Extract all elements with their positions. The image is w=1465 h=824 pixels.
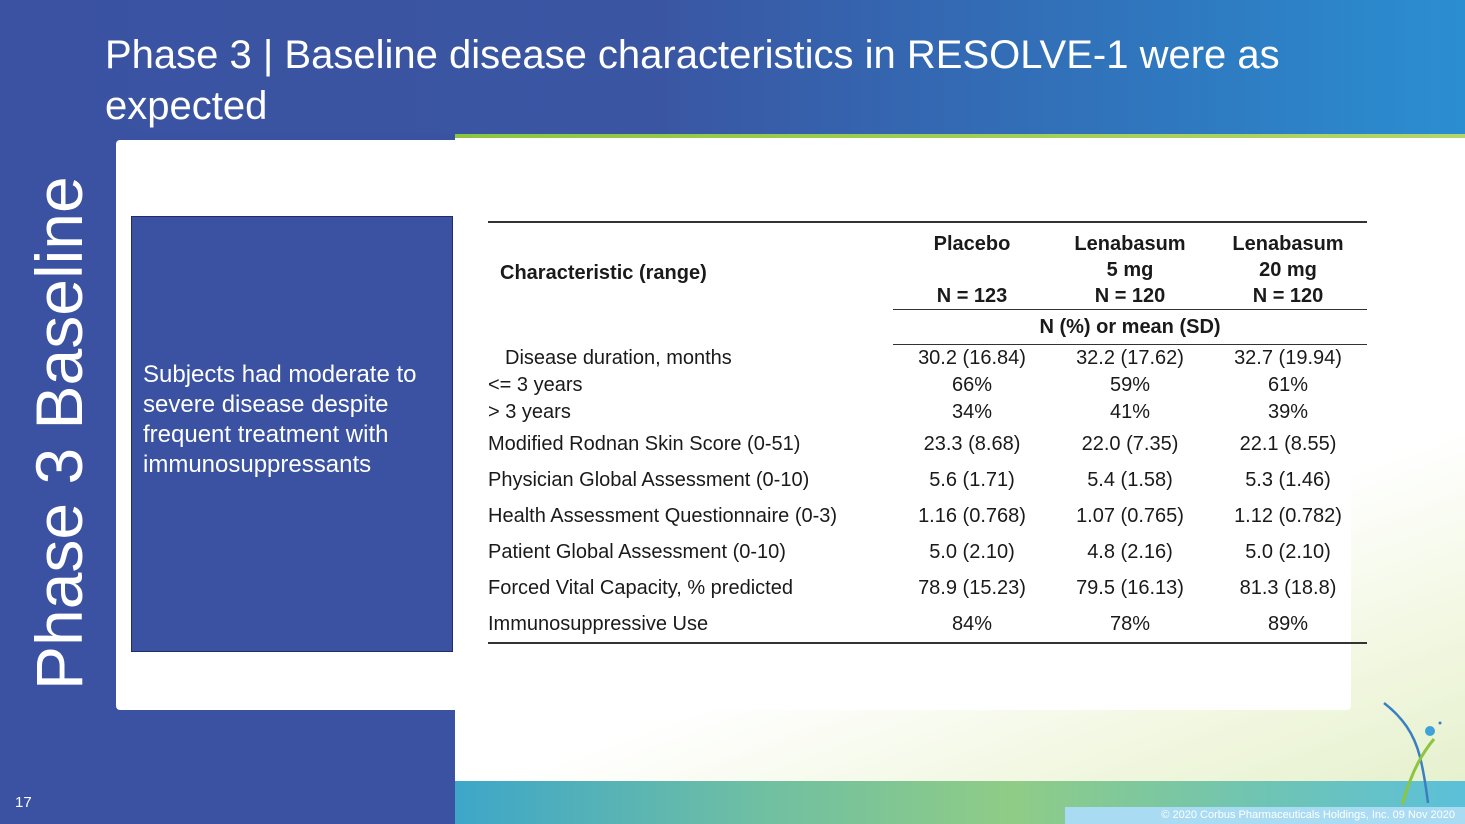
row-value: 22.1 (8.55) [1239, 433, 1337, 455]
row-label: Disease duration, months [505, 346, 732, 369]
row-value: 89% [1209, 606, 1367, 643]
row-value: 78.9 (15.23) [918, 577, 1026, 599]
group-header-lenabasum-20mg [1209, 222, 1367, 310]
row-label: Forced Vital Capacity, % predicted [488, 577, 793, 599]
row-value: 39% [1267, 401, 1309, 423]
row-value: 32.2 (17.62) [1076, 347, 1184, 369]
row-label: Physician Global Assessment (0-10) [488, 469, 810, 491]
row-value: 23.3 (8.68) [923, 433, 1021, 455]
group-header-placebo [893, 222, 1051, 310]
group-dose: 5 mg [1106, 259, 1154, 281]
section-label: Phase 3 Baseline [22, 176, 96, 690]
row-value: 5.6 (1.71) [929, 469, 1015, 491]
row-value: 4.8 (2.16) [1087, 541, 1173, 563]
row-value: 66% [951, 374, 993, 396]
unit-spacer [488, 310, 893, 345]
row-label: Modified Rodnan Skin Score (0-51) [488, 433, 801, 455]
characteristic-header: Characteristic (range) [500, 262, 707, 285]
group-n: N = 120 [1094, 285, 1166, 307]
row-value: 5.0 (2.10) [1245, 541, 1331, 563]
corbus-logo-icon [1380, 695, 1450, 805]
baseline-characteristics-table [488, 221, 1367, 644]
row-value: 22.0 (7.35) [1081, 433, 1179, 455]
unit-header: N (%) or mean (SD) [893, 310, 1367, 345]
group-n: N = 123 [936, 285, 1008, 307]
row-value: 5.3 (1.46) [1245, 469, 1331, 491]
row-label: Immunosuppressive Use [488, 606, 893, 643]
row-value: 1.16 (0.768) [918, 505, 1026, 527]
row-value: 30.2 (16.84) [918, 347, 1026, 369]
row-label: <= 3 years [488, 374, 583, 396]
row-value: 79.5 (16.13) [1076, 577, 1184, 599]
row-value: 84% [893, 606, 1051, 643]
group-name: Lenabasum [1074, 233, 1186, 255]
row-value: 81.3 (18.8) [1239, 577, 1337, 599]
copyright-text: © 2020 Corbus Pharmaceuticals Holdings, Inc. 09 Nov 2020 [1161, 809, 1455, 821]
row-value: 1.07 (0.765) [1076, 505, 1184, 527]
group-n: N = 120 [1252, 285, 1324, 307]
row-value: 41% [1109, 401, 1151, 423]
group-header-lenabasum-5mg [1051, 222, 1209, 310]
row-value: 34% [951, 401, 993, 423]
callout-text: Subjects had moderate to severe disease despite frequent treatment with immunosuppressants [143, 361, 417, 478]
row-value: 32.7 (19.94) [1234, 347, 1342, 369]
row-label: > 3 years [488, 401, 571, 423]
row-value: 1.12 (0.782) [1234, 505, 1342, 527]
row-value: 78% [1051, 606, 1209, 643]
page-number: 17 [15, 794, 32, 811]
group-name: Lenabasum [1232, 233, 1344, 255]
row-value: 5.0 (2.10) [929, 541, 1015, 563]
row-label: Health Assessment Questionnaire (0-3) [488, 505, 838, 527]
slide-title: Phase 3 | Baseline disease characteristics in RESOLVE-1 were as expected [105, 33, 1280, 128]
row-value: 59% [1109, 374, 1151, 396]
group-dose: 20 mg [1259, 259, 1317, 281]
group-dose [893, 257, 1051, 283]
row-value: 5.4 (1.58) [1087, 469, 1173, 491]
row-label: Patient Global Assessment (0-10) [488, 541, 786, 563]
row-value: 61% [1267, 374, 1309, 396]
group-name: Placebo [933, 233, 1011, 255]
